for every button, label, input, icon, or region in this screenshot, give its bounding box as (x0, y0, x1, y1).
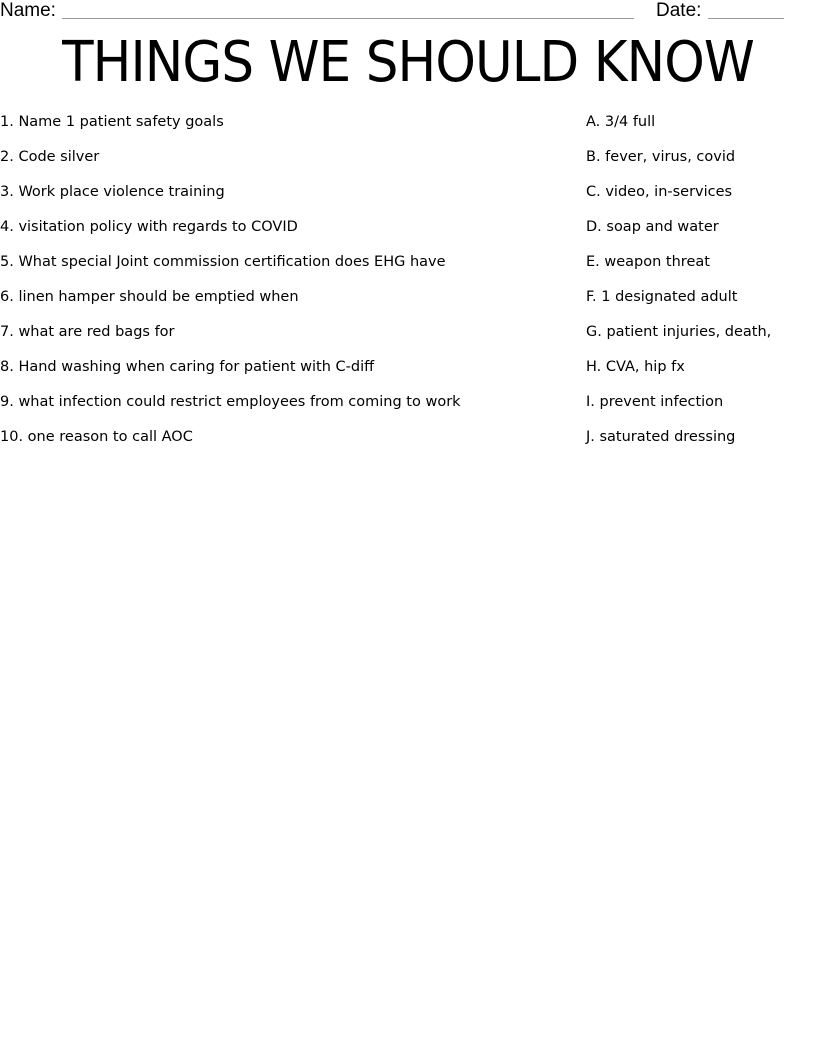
question-item: 3. Work place violence training (0, 184, 225, 200)
answer-item: I. prevent infection (586, 394, 724, 410)
question-item: 9. what infection could restrict employees from coming to work (0, 394, 461, 410)
answer-item: G. patient injuries, death, (586, 324, 772, 340)
question-item: 6. linen hamper should be emptied when (0, 289, 299, 305)
question-item: 1. Name 1 patient safety goals (0, 114, 224, 130)
page-title: THINGS WE SHOULD KNOW (62, 30, 754, 95)
date-label: Date: (656, 0, 702, 21)
name-label: Name: (0, 0, 56, 21)
question-item: 10. one reason to call AOC (0, 429, 193, 445)
question-item: 7. what are red bags for (0, 324, 175, 340)
date-field[interactable] (708, 18, 784, 19)
questions-list (0, 112, 461, 462)
question-item: 2. Code silver (0, 149, 100, 165)
name-field[interactable] (62, 18, 634, 19)
question-item: 8. Hand washing when caring for patient with C-diff (0, 359, 375, 375)
answer-item: D. soap and water (586, 219, 719, 235)
question-item: 4. visitation policy with regards to COVID (0, 219, 298, 235)
answers-list (586, 112, 771, 462)
question-item: 5. What special Joint commission certification does EHG have (0, 254, 446, 270)
answer-item: A. 3/4 full (586, 114, 656, 130)
answer-item: J. saturated dressing (586, 429, 736, 445)
answer-item: H. CVA, hip fx (586, 359, 685, 375)
answer-item: E. weapon threat (586, 254, 710, 270)
answer-item: B. fever, virus, covid (586, 149, 736, 165)
answer-item: F. 1 designated adult (586, 289, 738, 305)
answer-item: C. video, in-services (586, 184, 733, 200)
